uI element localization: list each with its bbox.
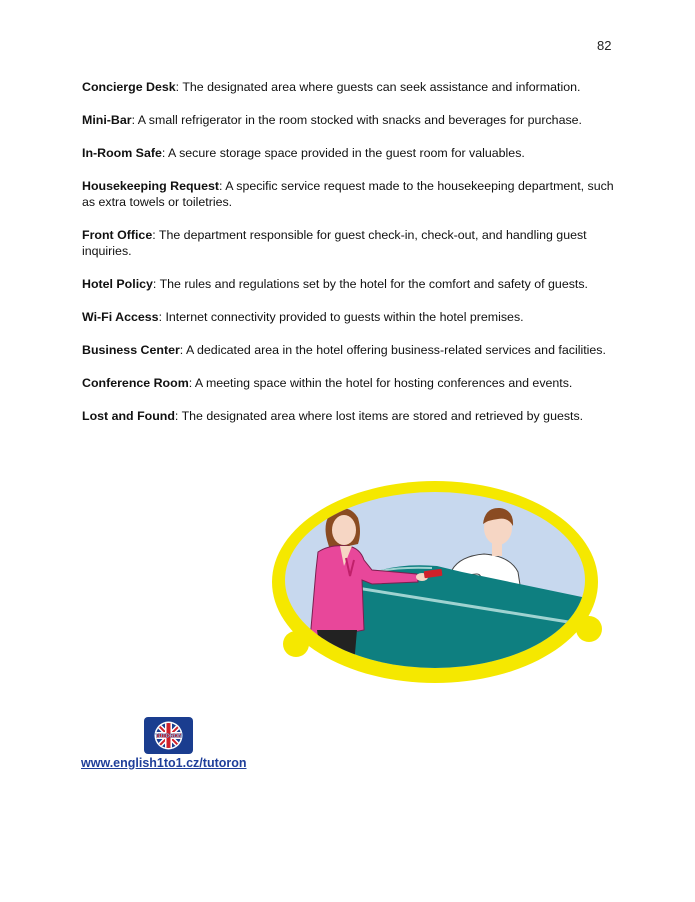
glossary-definition: : The department responsible for guest check-in, check-out, and handling guest inquiries. (82, 228, 587, 258)
glossary-entry (82, 112, 627, 128)
glossary-term: Lost and Found (82, 409, 175, 423)
glossary-term: In-Room Safe (82, 146, 162, 160)
glossary-term: Mini-Bar (82, 113, 132, 127)
glossary-term: Concierge Desk (82, 80, 176, 94)
glossary-term: Conference Room (82, 376, 189, 390)
glossary-term: Housekeeping Request (82, 179, 220, 193)
glossary-entry (82, 145, 627, 161)
glossary-definition: : A dedicated area in the hotel offering business-related services and facilities. (179, 343, 606, 357)
glossary-entry (82, 375, 627, 391)
reception-desk-illustration (272, 480, 607, 685)
glossary-definition: : A small refrigerator in the room stocked with snacks and beverages for purchase. (131, 113, 582, 127)
glossary-definition: : The designated area where lost items are stored and retrieved by guests. (174, 409, 584, 423)
glossary-definition: : A meeting space within the hotel for hosting conferences and events. (188, 376, 573, 390)
glossary-definition: : The designated area where guests can seek assistance and information. (175, 80, 581, 94)
glossary-entry (82, 227, 627, 259)
glossary-entry (82, 309, 627, 325)
glossary-definition: : Internet connectivity provided to guests within the hotel premises. (158, 310, 524, 324)
glossary-entry (82, 408, 627, 424)
glossary-entry (82, 276, 627, 292)
glossary-entry (82, 342, 627, 358)
logo-text: TUTORON (154, 733, 183, 740)
glossary-term: Wi-Fi Access (82, 310, 159, 324)
glossary-entry (82, 178, 627, 210)
union-jack-logo-icon (144, 717, 193, 754)
glossary-term: Front Office (82, 228, 153, 242)
page-number: 82 (597, 38, 612, 53)
glossary-definition: : A specific service request made to the housekeeping department, such as extra towels or toiletries. (82, 179, 614, 209)
glossary-entry (82, 79, 627, 95)
glossary-definition: : The rules and regulations set by the hotel for the comfort and safety of guests. (152, 277, 588, 291)
glossary-term: Hotel Policy (82, 277, 153, 291)
glossary-definition: : A secure storage space provided in the guest room for valuables. (161, 146, 525, 160)
glossary-list (82, 79, 627, 441)
website-link[interactable]: www.english1to1.cz/tutoron (81, 756, 247, 770)
glossary-term: Business Center (82, 343, 180, 357)
